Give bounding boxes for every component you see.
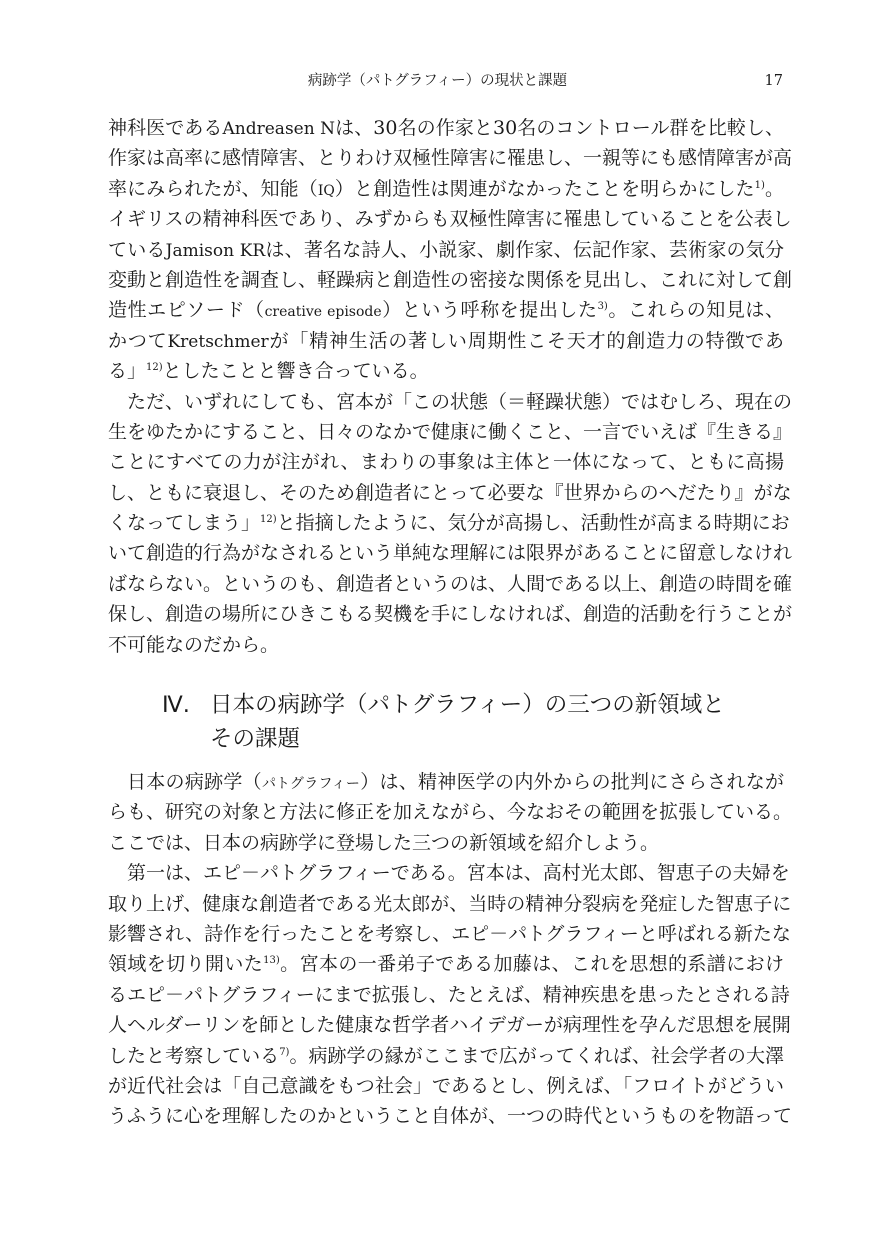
section-title-line-2: その課題	[210, 726, 301, 752]
text-line	[108, 599, 793, 629]
text-line	[108, 949, 784, 979]
text-segment: る」	[108, 360, 147, 383]
text-segment: うふうに心を理解したのかということ自体が、一つの時代というものを物語って	[108, 1105, 793, 1128]
text-segment: 領域を切り開いた	[108, 953, 264, 976]
text-line	[108, 569, 793, 599]
text-segment: ここでは、日本の病跡学に登場した三つの新領域を紹介しよう。	[108, 831, 660, 854]
text-segment: が「精神生活の著しい周期性こそ天才的創造力の特徴であ	[268, 329, 784, 352]
text-line	[108, 417, 793, 447]
text-segment: 作家は高率に感情障害、とりわけ双極性障害に罹患し、一親等にも感情障害が高	[108, 147, 793, 170]
text-line	[108, 889, 792, 919]
text-line	[108, 235, 784, 265]
text-segment: 変動と創造性を調査し、軽躁病と創造性の密接な関係を見出し、これに対して創	[108, 268, 793, 291]
text-line	[108, 1101, 793, 1131]
text-line	[108, 1010, 791, 1040]
text-segment: ）は、精神医学の内外からの批判にさらされなが	[360, 771, 784, 793]
section-number: Ⅳ.	[162, 692, 190, 718]
citation-ref: 7)	[279, 1046, 290, 1058]
text-segment: ）と創造性は関連がなかったことを明らかにした	[334, 177, 755, 200]
text-line	[108, 630, 784, 660]
text-segment: 取り上げ、健康な創造者である光太郎が、当時の精神分裂病を発症した智恵子に	[108, 892, 792, 915]
text-line	[108, 113, 784, 143]
text-segment: 第一は、エピ－パトグラフィーである。宮本は、高村光太郎、智恵子の夫婦を	[127, 862, 790, 885]
text-line	[108, 356, 784, 386]
citation-ref: 13)	[263, 955, 280, 967]
text-segment: は、著名な詩人、小説家、劇作家、伝記作家、芸術家の気分	[265, 238, 784, 261]
text-segment: Andreasen N	[222, 119, 336, 139]
text-line	[108, 538, 793, 568]
text-line	[108, 295, 784, 325]
text-segment: ただ、いずれにしても、宮本が「この状態（＝軽躁状態）ではむしろ、現在の	[127, 390, 793, 413]
text-line	[108, 387, 793, 417]
text-line	[108, 326, 784, 356]
text-line	[108, 1071, 784, 1101]
text-segment: いて創造的行為がなされるという単純な理解には限界があることに留意しなけれ	[108, 542, 793, 565]
text-segment: イギリスの精神科医であり、みずからも双極性障害に罹患していることを公表し	[108, 208, 792, 231]
text-line	[108, 143, 793, 173]
text-segment: Kretschmer	[167, 331, 269, 352]
text-line	[108, 1041, 784, 1071]
text-line	[108, 478, 792, 508]
text-segment: ）という呼称を提出した	[381, 299, 598, 322]
text-line	[108, 508, 790, 538]
text-segment: 。これらの知見は、	[607, 299, 784, 322]
text-segment: ている	[108, 238, 166, 261]
text-segment: るエピ－パトグラフィーにまで拡張し、たとえば、精神疾患を患ったとされる詩	[108, 983, 790, 1006]
text-segment: creative episode	[264, 304, 382, 321]
text-segment: くなってしまう」	[108, 512, 261, 535]
body-text-section-1	[108, 113, 793, 660]
text-segment: IQ	[317, 182, 335, 199]
text-segment: ことにすべての力が注がれ、まわりの事象は主体と一体になって、ともに高揚	[108, 451, 784, 474]
text-line	[108, 797, 793, 827]
citation-ref: 12)	[146, 362, 163, 374]
text-segment: が近代社会は「自己意識をもつ社会」であるとし、例えば、「フロイトがどうい	[108, 1074, 784, 1097]
citation-ref: 12)	[260, 514, 277, 526]
text-segment: 率にみられたが、知能（	[108, 177, 318, 200]
text-segment: は、30名の作家と30名のコントロール群を比較し、	[335, 117, 784, 139]
text-segment: としたことと響き合っている。	[162, 360, 429, 383]
running-title: 病跡学（パトグラフィー）の現状と課題	[307, 73, 568, 89]
text-line	[108, 767, 784, 797]
citation-ref: 3)	[597, 301, 608, 313]
page-number: 17	[764, 73, 783, 89]
text-segment: したと考察している	[108, 1044, 280, 1067]
text-line	[108, 828, 784, 858]
body-text-section-2	[108, 767, 793, 1132]
text-line	[108, 858, 790, 888]
section-heading	[162, 688, 782, 756]
text-segment: 。宮本の一番弟子である加藤は、これを思想的系譜におけ	[279, 953, 784, 976]
text-line	[108, 447, 784, 477]
text-segment: 影響され、詩作を行ったことを考察し、エピ－パトグラフィーと呼ばれる新たな	[108, 922, 791, 945]
text-line	[108, 204, 792, 234]
text-line	[108, 265, 793, 295]
text-segment: し、ともに衰退し、そのため創造者にとって必要な『世界からのへだたり』がな	[108, 481, 792, 504]
section-title-line-1: 日本の病跡学（パトグラフィー）の三つの新領域と	[210, 692, 725, 718]
text-segment: かつて	[108, 329, 168, 352]
text-segment: Jamison KR	[165, 240, 266, 261]
text-segment: 。	[764, 177, 784, 200]
text-segment: 造性エピソード（	[108, 299, 265, 322]
text-segment: 神科医である	[108, 117, 223, 139]
text-line	[108, 174, 784, 204]
text-segment: 生をゆたかにすること、日々のなかで健康に働くこと、一言でいえば『生きる』	[108, 420, 793, 443]
text-segment: 不可能なのだから。	[108, 633, 280, 656]
text-segment: らも、研究の対象と方法に修正を加えながら、今なおその範囲を拡張している。	[108, 801, 793, 824]
text-segment: 。病跡学の縁がここまで広がってくれば、社会学者の大澤	[289, 1044, 784, 1067]
text-segment: ばならない。というのも、創造者というのは、人間である以上、創造の時間を確	[108, 572, 793, 595]
running-header	[0, 70, 875, 92]
text-line	[108, 919, 791, 949]
text-segment: と指摘したように、気分が高揚し、活動性が高まる時期にお	[276, 512, 790, 535]
text-segment: パトグラフィー	[261, 776, 361, 792]
text-segment: 保し、創造の場所にひきこもる契機を手にしなければ、創造的活動を行うことが	[108, 603, 793, 626]
text-segment: 人ヘルダーリンを師とした健康な哲学者ハイデガーが病理性を孕んだ思想を展開	[108, 1014, 791, 1037]
citation-ref: 1)	[754, 179, 765, 191]
text-line	[108, 980, 790, 1010]
text-segment: 日本の病跡学（	[127, 771, 262, 793]
